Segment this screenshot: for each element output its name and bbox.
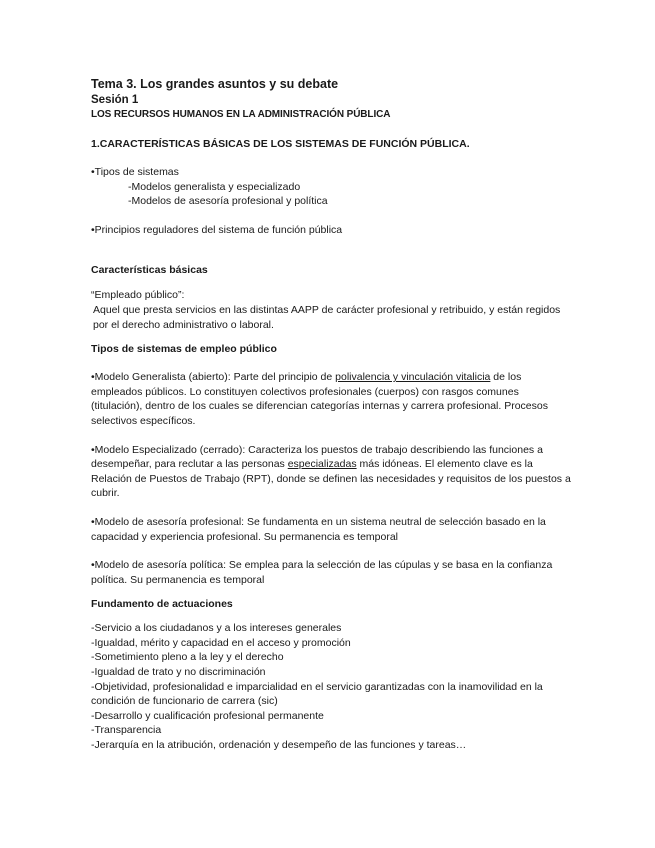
session-label: Sesión 1 xyxy=(91,94,139,106)
list-item: -Jerarquía en la atribución, ordenación y desempeño de las funciones y tareas… xyxy=(91,739,467,752)
paragraph-professional-advisory: •Modelo de asesoría profesional: Se fundamenta en un sistema neutral de selección basado en la capacidad y experiencia profesional. Su permanencia es temporal xyxy=(91,515,546,543)
heading-principles: Fundamento de actuaciones xyxy=(91,598,233,611)
list-item: -Sometimiento pleno a la ley y el derecho xyxy=(91,651,284,664)
public-employee-quote: “Empleado público”: xyxy=(91,289,185,302)
heading-basic-characteristics: Características básicas xyxy=(91,264,208,277)
list-item: -Igualdad de trato y no discriminación xyxy=(91,666,266,679)
heading-employment-systems: Tipos de sistemas de empleo público xyxy=(91,343,277,356)
paragraph-political-advisory: •Modelo de asesoría política: Se emplea para la selección de las cúpulas y se basa en la confianza política. Su permanencia es temporal xyxy=(91,559,553,586)
paragraph-generalist-model: •Modelo Generalista (abierto): Parte del principio de polivalencia y vinculación vitalicia de los empleados públicos. Lo constituyen colectivos profesionales (cuerpos) con rasgos comunes (titulación), dentro de los cuales se diferencian categorías internas y carrera profesional. Procesos selectivos específicos. xyxy=(91,371,548,427)
bullet-regulating-principles: •Principios reguladores del sistema de función pública xyxy=(91,223,343,236)
principles-list xyxy=(91,621,571,752)
underlined-especializadas: especializadas xyxy=(287,458,357,471)
sub-item-advisory-models: -Modelos de asesoría profesional y política xyxy=(128,195,328,208)
section-heading-characteristics: 1.CARACTERÍSTICAS BÁSICAS DE LOS SISTEMAS DE FUNCIÓN PÚBLICA. xyxy=(91,138,470,150)
underlined-polivalencia: polivalencia y vinculación vitalicia xyxy=(335,371,491,384)
bullet-system-types: •Tipos de sistemas xyxy=(91,166,179,178)
list-item: -Transparencia xyxy=(91,724,162,737)
sub-item-generalist-specialized: -Modelos generalista y especializado xyxy=(128,180,301,193)
list-item: -Objetividad, profesionalidad e imparcialidad en el servicio garantizadas con la inamovilidad en la condición de funcionario de carrera (sic) xyxy=(91,680,543,708)
document-page xyxy=(91,76,571,753)
document-subtitle: LOS RECURSOS HUMANOS EN LA ADMINISTRACIÓN PÚBLICA xyxy=(91,109,391,120)
list-item: -Servicio a los ciudadanos y a los intereses generales xyxy=(91,622,342,635)
list-item: -Igualdad, mérito y capacidad en el acceso y promoción xyxy=(91,636,351,649)
document-title: Tema 3. Los grandes asuntos y su debate xyxy=(91,77,339,91)
public-employee-definition: Aquel que presta servicios en las distintas AAPP de carácter profesional y retribuido, y están regidos por el derecho administrativo o laboral. xyxy=(93,303,561,331)
paragraph-specialized-model: •Modelo Especializado (cerrado): Caracteriza los puestos de trabajo describiendo las funciones a desempeñar, para reclutar a las personas especializadas más idóneas. El elemento clave es la Relación de Puestos de Trabajo (RPT), donde se definen las necesidades y requisitos de los puestos a cubrir. xyxy=(91,443,571,500)
list-item: -Desarrollo y cualificación profesional permanente xyxy=(91,709,324,722)
